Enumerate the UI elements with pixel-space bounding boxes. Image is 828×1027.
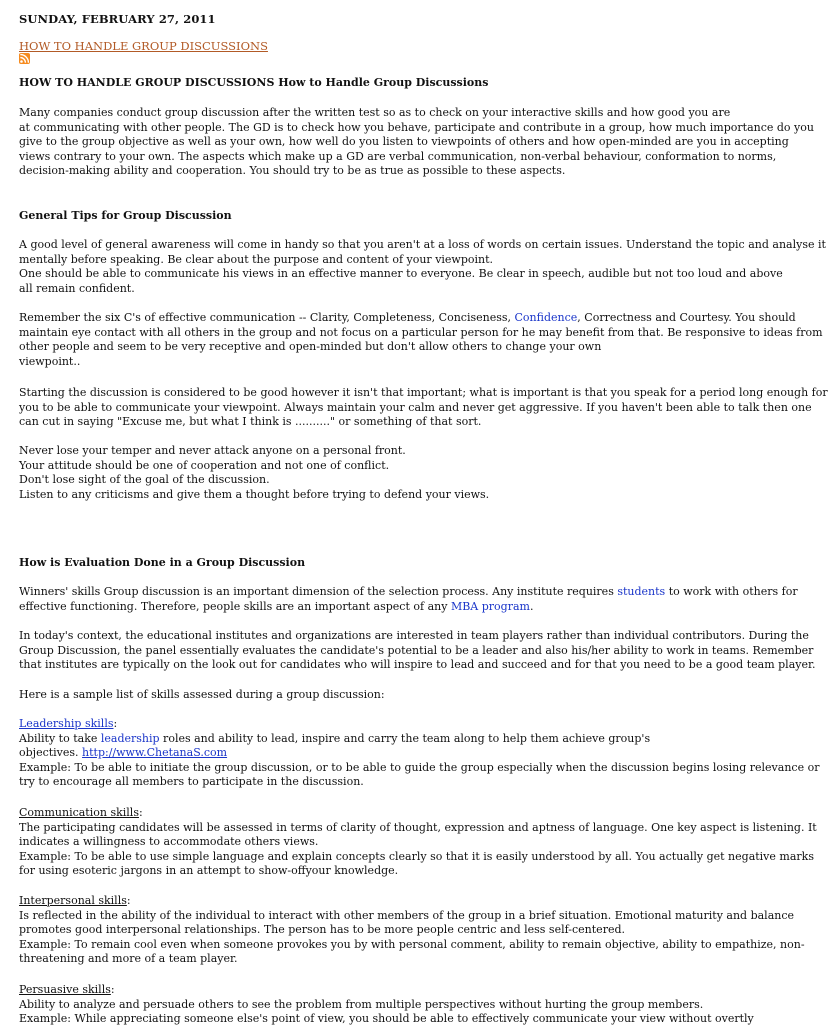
persuasive-section [19, 983, 755, 1027]
text-line: Never lose your temper and never attack anyone on a personal front. [19, 444, 406, 457]
text-line: A good level of general awareness will come in handy so that you aren't at a loss of words on certain issues. Understand the topic and analyse it [19, 238, 826, 251]
text-segment: , Correctness and Courtesy. You should [577, 311, 796, 324]
evaluation-paragraph-1 [19, 585, 798, 614]
text-line: The participating candidates will be assessed in terms of clarity of thought, expression and aptness of language. One key aspect is listening. It [19, 820, 817, 834]
tips-paragraph-2 [19, 311, 823, 369]
text-line: that institutes are typically on the look out for candidates who will inspire to lead and succeed and for that you need to be a good team player. [19, 658, 816, 672]
tips-list [19, 444, 755, 502]
tips-heading: General Tips for Group Discussion [19, 209, 232, 222]
communication-section [19, 806, 817, 879]
interpersonal-skills-heading: Interpersonal skills [19, 894, 127, 907]
leadership-skills-link[interactable]: Leadership skills [19, 717, 114, 730]
text-line: views contrary to your own. The aspects which make up a GD are verbal communication, non-verbal behaviour, conformation to norms, [19, 149, 777, 163]
text-line: Starting the discussion is considered to be good however it isn't that important; what is important is that you speak for a period long enough for [19, 386, 828, 399]
text-line [19, 983, 755, 998]
text-line: try to encourage all members to participate in the discussion. [19, 775, 364, 789]
leadership-section [19, 717, 820, 790]
text-line: mentally before speaking. Be clear about the purpose and content of your viewpoint. [19, 252, 494, 266]
text-line [19, 746, 755, 761]
text-line [19, 732, 755, 747]
post-title-link[interactable]: HOW TO HANDLE GROUP DISCUSSIONS [19, 39, 268, 53]
text-line: indicates a willingness to accommodate others views. [19, 835, 319, 849]
text-line: Example: To be able to use simple language and explain concepts clearly so that it is easily understood by all. You actually get negative marks [19, 849, 814, 863]
text-line [19, 806, 755, 821]
text-line [19, 600, 755, 615]
text-line: Many companies conduct group discussion after the written test so as to check on your interactive skills and how good you are [19, 106, 731, 119]
text-segment: : [126, 894, 131, 907]
text-segment: : [113, 717, 118, 730]
text-segment: Winners' skills Group discussion is an important dimension of the selection process. Any institute requires [19, 585, 618, 598]
text-line: all remain confident. [19, 281, 135, 295]
text-line: other people and seem to be very receptive and open-minded but don't allow others to change your own [19, 340, 602, 354]
rss-icon[interactable] [19, 53, 30, 64]
text-line [19, 717, 755, 732]
text-line: for using esoteric jargons in an attempt to show-offyour knowledge. [19, 864, 399, 878]
leadership-link[interactable]: leadership [100, 731, 160, 745]
evaluation-paragraph-2 [19, 629, 816, 673]
text-segment: Ability to take [19, 731, 101, 745]
text-line: you to be able to communicate your viewpoint. Always maintain your calm and never get aggressive. If you haven't been able to talk then one [19, 400, 812, 414]
text-line: maintain eye contact with all others in the group and not focus on a particular person for he may benefit from that. Be responsive to ideas from [19, 325, 823, 339]
text-line: at communicating with other people. The GD is to check how you behave, participate and contribute in a group, how much importance do you [19, 120, 814, 134]
text-line: viewpoint.. [19, 354, 81, 368]
text-line: can cut in saying "Excuse me, but what I think is .........." or something of that sort. [19, 415, 482, 429]
text-line: Your attitude should be one of cooperation and not one of conflict. [19, 458, 390, 472]
text-segment: to work with others for [665, 585, 798, 598]
students-link[interactable]: students [617, 585, 666, 598]
post-date: SUNDAY, FEBRUARY 27, 2011 [19, 12, 216, 26]
confidence-link[interactable]: Confidence [514, 311, 578, 324]
intro-paragraph [19, 106, 814, 179]
chetanas-url-link[interactable]: http://www.ChetanaS.com [82, 746, 228, 760]
text-line: In today's context, the educational institutes and organizations are interested in team players rather than individual contributors. During the [19, 629, 809, 642]
text-line: decision-making ability and cooperation. You should try to be as true as possible to these aspects. [19, 164, 566, 178]
text-segment: objectives. [19, 746, 83, 760]
evaluation-heading: How is Evaluation Done in a Group Discussion [19, 556, 306, 569]
persuasive-skills-heading: Persuasive skills [19, 983, 111, 996]
text-segment: effective functioning. Therefore, people skills are an important aspect of any [19, 599, 451, 613]
main-title: HOW TO HANDLE GROUP DISCUSSIONS How to Handle Group Discussions [19, 76, 489, 89]
text-segment: : [138, 806, 143, 819]
text-line: Example: While appreciating someone else's point of view, you should be able to effectively communicate your view without overtly [19, 1012, 754, 1026]
text-line: Example: To remain cool even when someone provokes you by with personal comment, ability to remain objective, ability to empathize, non- [19, 937, 805, 951]
interpersonal-section [19, 894, 805, 967]
text-segment: : [110, 983, 115, 996]
text-segment: Remember the six C's of effective communication -- Clarity, Completeness, Conciseness, [19, 311, 515, 324]
communication-skills-heading: Communication skills [19, 806, 139, 819]
text-line: promotes good interpersonal relationships. The person has to be more people centric and less self-centered. [19, 923, 625, 937]
text-line: threatening and more of a team player. [19, 952, 238, 966]
text-line: One should be able to communicate his views in an effective manner to everyone. Be clear in speech, audible but not too loud and above [19, 267, 783, 281]
text-line: Ability to analyze and persuade others to see the problem from multiple perspectives without hurting the group members. [19, 997, 704, 1011]
text-line: Is reflected in the ability of the individual to interact with other members of the group in a brief situation. Emotional maturity and balance [19, 908, 795, 922]
tips-paragraph-3 [19, 386, 828, 430]
mba-program-link[interactable]: MBA program [450, 599, 530, 613]
evaluation-paragraph-3: Here is a sample list of skills assessed during a group discussion: [19, 688, 385, 701]
text-line: Don't lose sight of the goal of the discussion. [19, 473, 270, 487]
tips-paragraph-1 [19, 238, 826, 296]
text-line [19, 585, 798, 600]
text-line: Group Discussion, the panel essentially evaluates the candidate's potential to be a leader and also his/her ability to work in teams. Remember [19, 643, 814, 657]
text-segment: . [529, 599, 534, 613]
text-line: Example: To be able to initiate the group discussion, or to be able to guide the group especially when the discussion begins losing relevance or [19, 760, 820, 774]
text-line [19, 894, 755, 909]
text-segment: roles and ability to lead, inspire and carry the team along to help them achieve group's [159, 731, 651, 745]
text-line [19, 311, 796, 326]
text-line: Listen to any criticisms and give them a thought before trying to defend your views. [19, 487, 490, 501]
text-line: give to the group objective as well as your own, how well do you listen to viewpoints of others and how open-minded are you in accepting [19, 135, 789, 149]
